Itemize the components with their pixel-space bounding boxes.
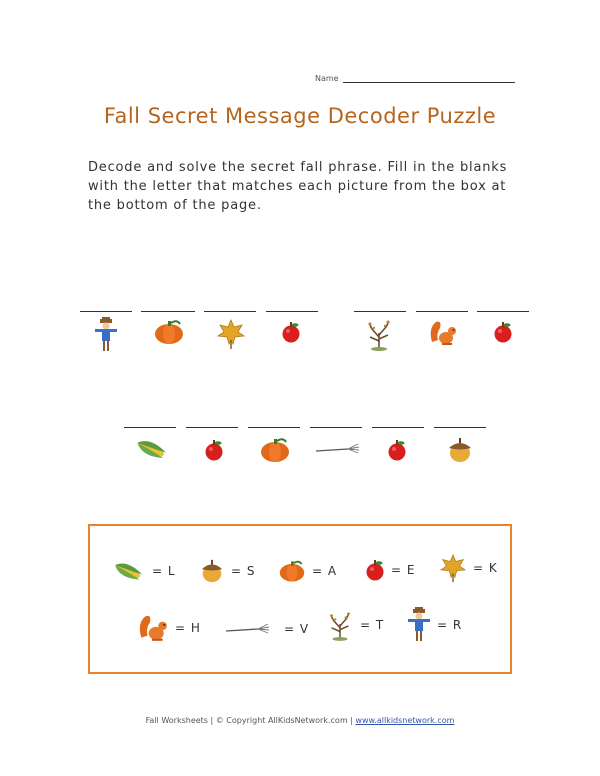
blank-1[interactable] xyxy=(80,311,132,312)
blank-11[interactable] xyxy=(310,427,362,428)
key-item-v xyxy=(222,622,309,636)
footer-separator: | xyxy=(210,716,214,725)
blank-10[interactable] xyxy=(248,427,300,428)
footer-worksheets-text: Fall Worksheets xyxy=(145,716,208,725)
blank-2[interactable] xyxy=(141,311,195,312)
key-label-v: = V xyxy=(284,622,310,636)
pumpkin-icon xyxy=(153,318,185,346)
key-item-a xyxy=(278,558,337,584)
footer-separator-2: | xyxy=(350,716,353,725)
apple-icon xyxy=(204,438,224,462)
blank-13[interactable] xyxy=(434,427,486,428)
key-label-r: = R xyxy=(437,618,463,632)
pumpkin-icon xyxy=(259,436,291,464)
leaf-icon xyxy=(439,552,467,584)
key-item-l xyxy=(110,558,176,584)
footer xyxy=(0,716,600,725)
key-label-e: = E xyxy=(391,563,416,577)
key-label-s: = S xyxy=(231,564,256,578)
rake-icon xyxy=(314,442,360,456)
apple-icon xyxy=(365,558,385,582)
footer-copyright: © Copyright AllKidsNetwork.com xyxy=(215,716,348,725)
key-label-h: = H xyxy=(175,621,201,635)
key-item-r xyxy=(407,606,462,644)
acorn-icon xyxy=(199,558,225,584)
blank-6[interactable] xyxy=(416,311,468,312)
tree-icon xyxy=(326,608,354,642)
apple-icon xyxy=(281,320,301,344)
key-label-t: = T xyxy=(360,618,385,632)
apple-icon xyxy=(493,320,513,344)
key-item-t xyxy=(326,608,384,642)
tree-icon xyxy=(364,317,394,351)
footer-link[interactable]: www.allkidsnetwork.com xyxy=(355,716,455,725)
key-item-s xyxy=(199,558,256,584)
squirrel-icon xyxy=(428,318,458,348)
blank-9[interactable] xyxy=(186,427,238,428)
name-line[interactable] xyxy=(343,73,515,83)
name-field xyxy=(315,73,515,83)
blank-5[interactable] xyxy=(354,311,406,312)
key-item-k xyxy=(439,552,498,584)
blank-7[interactable] xyxy=(477,311,529,312)
blank-3[interactable] xyxy=(204,311,256,312)
scarecrow-icon xyxy=(94,317,118,353)
corn-icon xyxy=(132,436,170,462)
rake-icon xyxy=(222,622,272,636)
page-title: Fall Secret Message Decoder Puzzle xyxy=(103,104,497,128)
key-label-a: = A xyxy=(312,564,338,578)
acorn-icon xyxy=(446,436,474,464)
squirrel-icon xyxy=(137,612,169,644)
corn-icon xyxy=(110,558,146,584)
name-label: Name xyxy=(315,74,339,83)
instructions-text: Decode and solve the secret fall phrase. Fill in the blanks with the letter that matches each picture from the box at the bottom of the page. xyxy=(88,160,508,213)
key-item-e xyxy=(365,558,415,582)
apple-icon xyxy=(387,438,407,462)
decoder-key-box xyxy=(88,524,512,674)
blank-12[interactable] xyxy=(372,427,424,428)
blank-4[interactable] xyxy=(266,311,318,312)
key-item-h xyxy=(137,612,201,644)
scarecrow-icon xyxy=(407,606,431,644)
leaf-icon xyxy=(216,318,246,350)
blank-8[interactable] xyxy=(124,427,176,428)
pumpkin-icon xyxy=(278,558,306,584)
key-label-k: = K xyxy=(473,561,498,575)
key-label-l: = L xyxy=(152,564,176,578)
